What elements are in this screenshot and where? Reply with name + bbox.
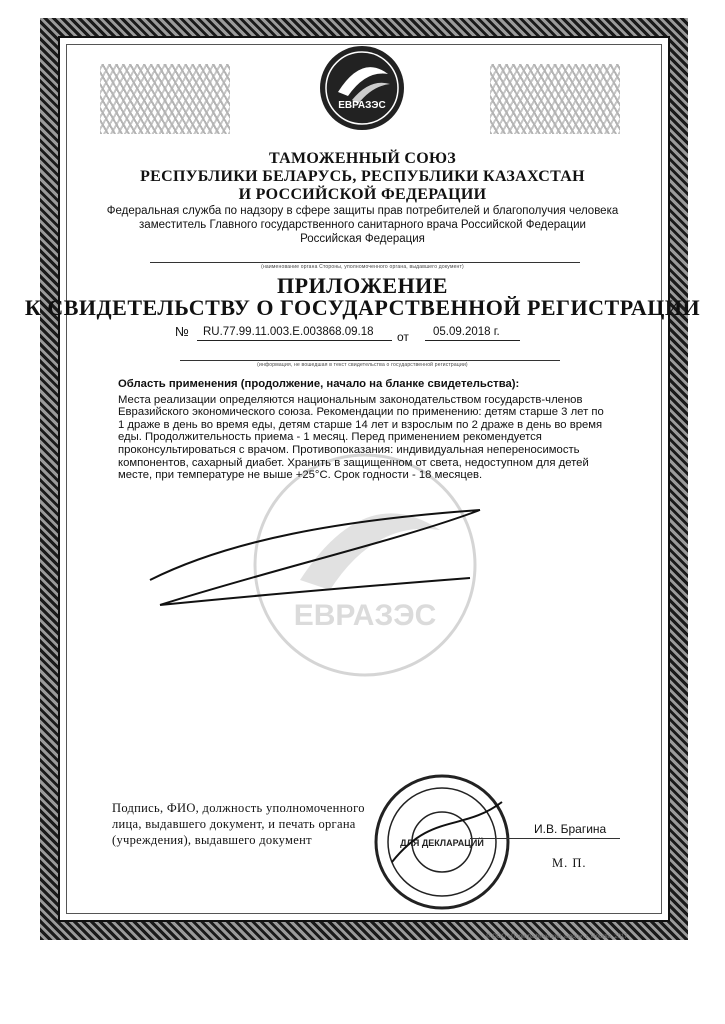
agency-underline <box>150 262 580 263</box>
number-sign: № <box>175 324 189 339</box>
date-underline <box>425 340 520 341</box>
printer-footer: © ООО «Полиграфический завод», г. Москва, 2017 <box>486 934 628 940</box>
union-title-line2: РЕСПУБЛИКИ БЕЛАРУСЬ, РЕСПУБЛИКИ КАЗАХСТАН <box>140 168 585 185</box>
from-word: от <box>397 330 409 344</box>
agency-caption: (наименование органа Стороны, уполномоченного органа, выдавшего документ) <box>261 264 464 270</box>
agency-line2: заместитель Главного государственного санитарного врача Российской Федерации <box>139 219 586 231</box>
info-caption: (информация, не вошедшая в текст свидетельства о государственной регистрации) <box>257 362 468 368</box>
info-underline <box>180 360 560 361</box>
scope-lead: Область применения (продолжение, начало на бланке свидетельства): <box>118 378 520 390</box>
official-stamp-icon <box>372 772 512 912</box>
signature-line <box>470 838 620 839</box>
z-cancel-scribble <box>140 500 500 610</box>
scope-body: Места реализации определяются национальным законодательством государств-членов Евразийского экономического союза. Рекомендации по применению: детям старше 3 лет по 1 драже в день во время еды, детям старше 14 лет и взрослым по 2 драже в день во время еды. Продолжительность приема - 1 месяц. Перед применением рекомендуется проконсультироваться с врачом. Противопоказания: индивидуальная непереносимость компонентов, сахарный диабет. Хранить в защищенном от света, недоступном для детей месте, при температуре не выше +25°С. Срок годности - 18 месяцев. <box>118 393 604 482</box>
eurasec-emblem-icon <box>318 44 406 132</box>
signatory-name: И.В. Брагина <box>534 822 607 836</box>
registration-row <box>175 322 615 342</box>
union-title-line3: И РОССИЙСКОЙ ФЕДЕРАЦИИ <box>238 186 487 203</box>
emblem-label: ЕВРАЗЭС <box>338 100 386 111</box>
signature-caption <box>112 800 392 848</box>
signature-caption-line3: (учреждения), выдавшего документ <box>112 833 312 847</box>
agency-line3: Российская Федерация <box>300 233 425 245</box>
signature-caption-line1: Подпись, ФИО, должность уполномоченного <box>112 801 365 815</box>
number-underline <box>197 340 392 341</box>
guilloche-pattern-right <box>490 64 620 134</box>
stamp-label: ДЛЯ ДЕКЛАРАЦИЙ <box>400 838 484 848</box>
guilloche-pattern-left <box>100 64 230 134</box>
appendix-subtitle: К СВИДЕТЕЛЬСТВУ О ГОСУДАРСТВЕННОЙ РЕГИСТРАЦИИ <box>24 295 701 320</box>
registration-number: RU.77.99.11.003.E.003868.09.18 <box>203 326 374 338</box>
appendix-title: ПРИЛОЖЕНИЕ <box>277 273 448 298</box>
signature-caption-line2: лица, выдавшего документ, и печать органа <box>112 817 356 831</box>
registration-date: 05.09.2018 г. <box>433 326 500 338</box>
union-title-line1: ТАМОЖЕННЫЙ СОЮЗ <box>268 150 457 167</box>
scope-text <box>118 378 613 482</box>
seal-place: М. П. <box>552 856 587 870</box>
watermark-label: ЕВРАЗЭС <box>293 599 437 632</box>
agency-line1: Федеральная служба по надзору в сфере защиты прав потребителей и благополучия человека <box>106 205 619 217</box>
